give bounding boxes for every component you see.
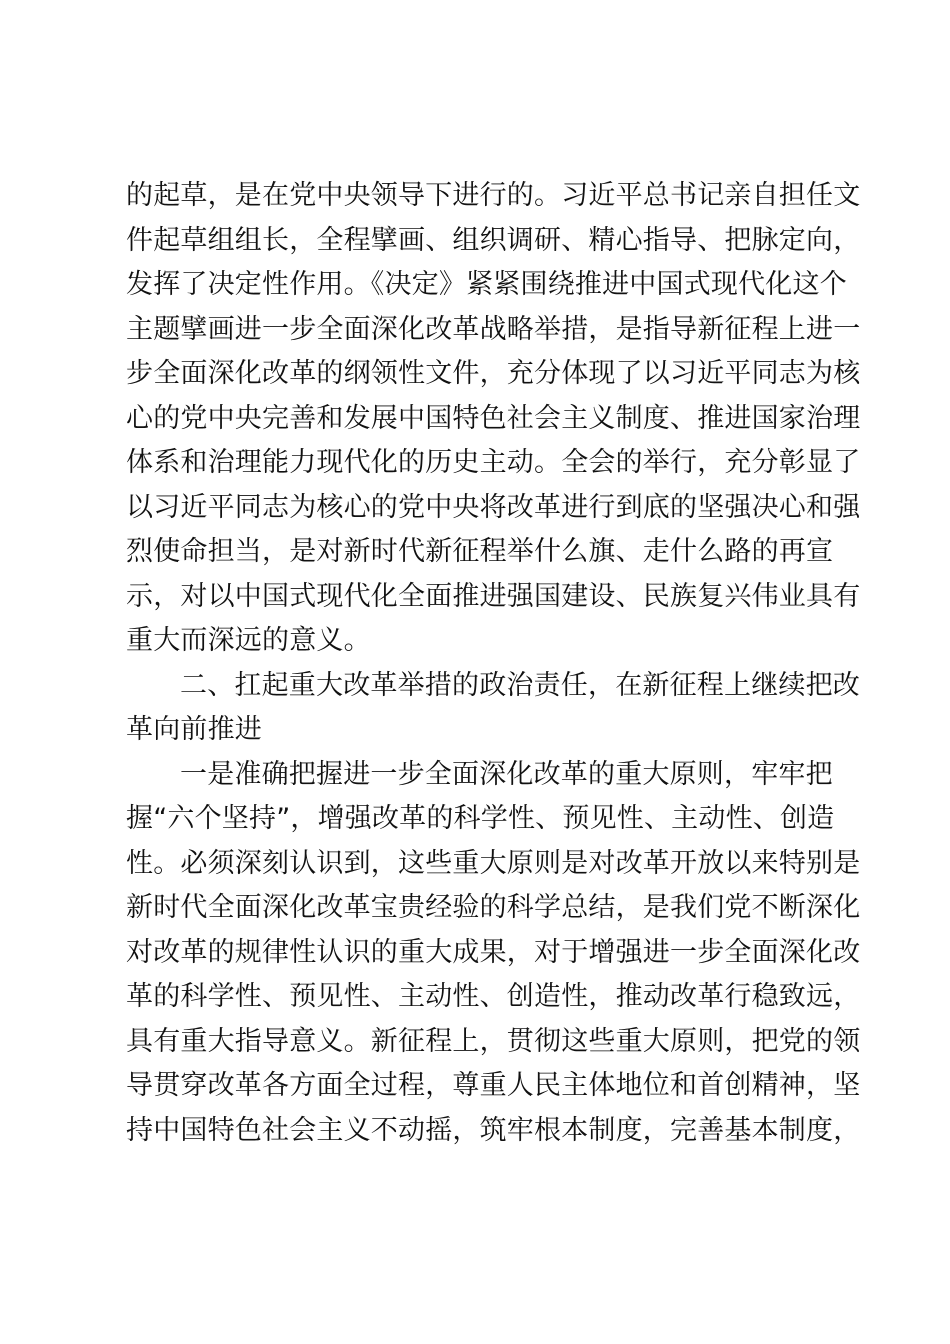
text-line: 件起草组组长，全程擘画、组织调研、精心指导、把脉定向， <box>126 224 861 256</box>
text-line: 主题擘画进一步全面深化改革战略举措，是指导新征程上进一 <box>126 313 861 345</box>
text-line: 具有重大指导意义。新征程上，贯彻这些重大原则，把党的领 <box>126 1025 861 1057</box>
text-line: 步全面深化改革的纲领性文件，充分体现了以习近平同志为核 <box>126 358 861 389</box>
text-line: 性。必须深刻认识到，这些重大原则是对改革开放以来特别是 <box>126 847 861 879</box>
text-line: 握“六个坚持”，增强改革的科学性、预见性、主动性、创造 <box>126 803 835 834</box>
text-line: 一是准确把握进一步全面深化改革的重大原则，牢牢把 <box>180 758 833 790</box>
text-line: 体系和治理能力现代化的历史主动。全会的举行，充分彰显了 <box>126 447 861 478</box>
text-line: 二、扛起重大改革举措的政治责任，在新征程上继续把改 <box>180 669 860 701</box>
text-line: 重大而深远的意义。 <box>126 625 371 656</box>
text-line: 持中国特色社会主义不动摇，筑牢根本制度，完善基本制度， <box>126 1114 861 1146</box>
text-line: 以习近平同志为核心的党中央将改革进行到底的坚强决心和强 <box>126 491 861 523</box>
document-body <box>126 174 861 1153</box>
text-line: 发挥了决定性作用。《决定》紧紧围绕推进中国式现代化这个 <box>126 269 847 300</box>
text-line: 烈使命担当，是对新时代新征程举什么旗、走什么路的再宣 <box>126 536 834 567</box>
text-line: 示，对以中国式现代化全面推进强国建设、民族复兴伟业具有 <box>126 580 861 612</box>
text-line: 心的党中央完善和发展中国特色社会主义制度、推进国家治理 <box>126 402 861 434</box>
text-line: 新时代全面深化改革宝贵经验的科学总结，是我们党不断深化 <box>126 892 861 923</box>
text-line: 对改革的规律性认识的重大成果，对于增强进一步全面深化改 <box>126 936 861 968</box>
text-line: 革的科学性、预见性、主动性、创造性，推动改革行稳致远， <box>126 981 861 1012</box>
text-line: 的起草，是在党中央领导下进行的。习近平总书记亲自担任文 <box>126 180 861 211</box>
text-line: 导贯穿改革各方面全过程，尊重人民主体地位和首创精神，坚 <box>126 1070 861 1101</box>
text-line: 革向前推进 <box>126 714 262 745</box>
